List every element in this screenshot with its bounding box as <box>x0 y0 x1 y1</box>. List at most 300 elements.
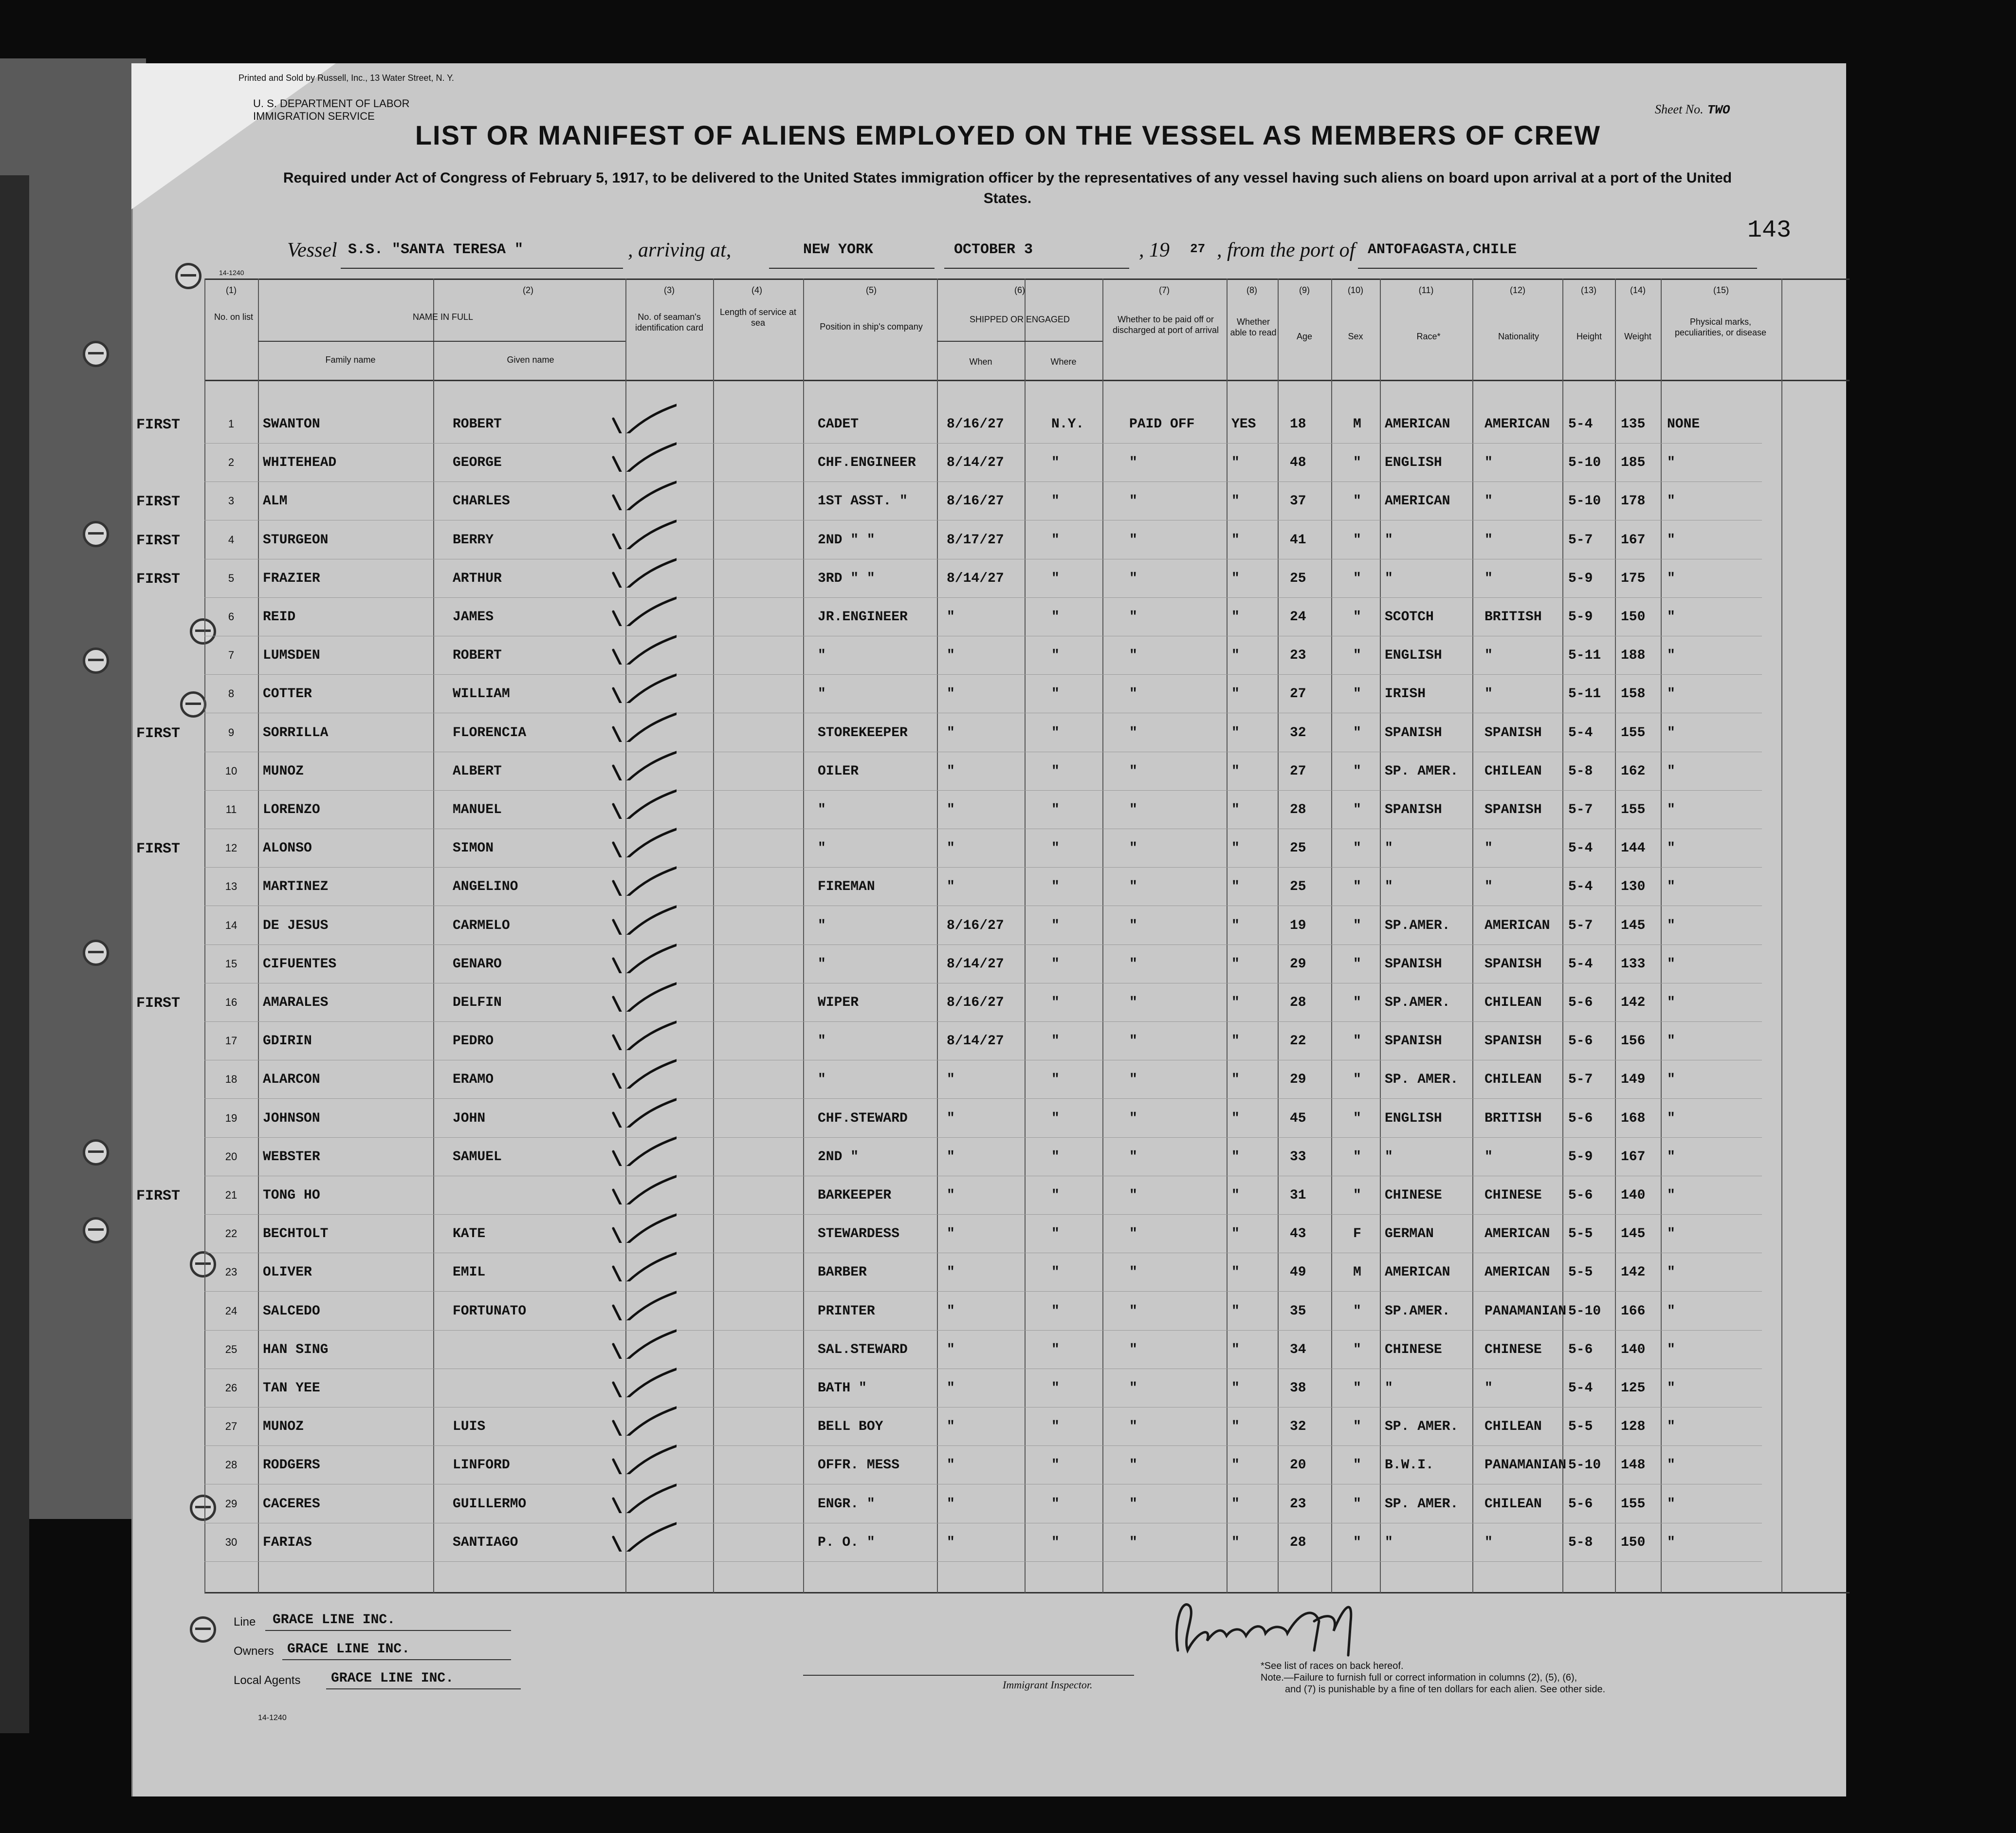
position: BARBER <box>818 1265 867 1280</box>
class-mark: FIRST <box>136 417 181 433</box>
position: CADET <box>818 417 859 432</box>
shipped-when: 8/14/27 <box>947 455 1004 471</box>
check-mark <box>604 823 677 857</box>
family-name: WHITEHEAD <box>263 455 337 471</box>
height: 5-11 <box>1568 686 1601 702</box>
family-name: DE JESUS <box>263 918 329 933</box>
row-number: 17 <box>225 1035 238 1047</box>
given-name: CHARLES <box>453 494 510 509</box>
race: CHINESE <box>1385 1342 1442 1357</box>
shipped-where: " <box>1051 841 1060 856</box>
height: 5-8 <box>1568 763 1593 779</box>
column-rule <box>204 278 205 1593</box>
paid-off: " <box>1129 1149 1137 1165</box>
column-rule <box>1380 278 1381 1593</box>
punch-hole <box>83 341 109 367</box>
physical-marks: " <box>1667 494 1675 509</box>
paid-off: " <box>1129 1419 1137 1435</box>
shipped-when: " <box>947 648 955 664</box>
family-name: ALARCON <box>263 1072 320 1088</box>
shipped-when: " <box>947 1535 955 1550</box>
able-to-read: " <box>1231 1111 1240 1126</box>
able-to-read: " <box>1231 1496 1240 1512</box>
shipped-when: 8/14/27 <box>947 571 1004 586</box>
race: " <box>1385 879 1393 895</box>
height: 5-10 <box>1568 494 1601 509</box>
age: 43 <box>1290 1226 1306 1242</box>
port-underline <box>769 268 935 269</box>
able-to-read: " <box>1231 686 1240 702</box>
family-name: REID <box>263 610 296 625</box>
punch-hole <box>190 1616 216 1643</box>
physical-marks: " <box>1667 1381 1675 1396</box>
line-underline <box>265 1630 511 1631</box>
weight: 167 <box>1621 532 1646 548</box>
check-mark <box>604 939 677 973</box>
race: SP.AMER. <box>1385 1303 1450 1319</box>
check-mark <box>604 1132 677 1166</box>
able-to-read: " <box>1231 841 1240 856</box>
weight: 167 <box>1621 1149 1646 1165</box>
age: 28 <box>1290 802 1306 817</box>
shipped-when: " <box>947 1419 955 1435</box>
race: SPANISH <box>1385 956 1442 972</box>
shipped-when: " <box>947 802 955 817</box>
physical-marks: " <box>1667 956 1675 972</box>
position: OILER <box>818 763 859 779</box>
height: 5-4 <box>1568 879 1593 895</box>
nationality: PANAMANIAN <box>1485 1458 1567 1473</box>
race: SPANISH <box>1385 802 1442 817</box>
header-height: Height <box>1576 332 1602 341</box>
nationality: CHILEAN <box>1485 1496 1542 1512</box>
age: 25 <box>1290 571 1306 586</box>
physical-marks: " <box>1667 841 1675 856</box>
sex: " <box>1353 1342 1361 1357</box>
weight: 155 <box>1621 802 1646 817</box>
shipped-when: " <box>947 763 955 779</box>
given-name: ROBERT <box>453 417 502 432</box>
physical-marks: " <box>1667 1265 1675 1280</box>
failure-note: Note.—Failure to furnish full or correct information in columns (2), (5), (6), <box>1261 1672 1577 1683</box>
header-no-on-list: No. on list <box>214 312 254 322</box>
check-mark <box>604 592 677 626</box>
position: " <box>818 918 826 933</box>
shipped-when: " <box>947 1188 955 1203</box>
inspector-signature <box>1168 1577 1402 1665</box>
paid-off: " <box>1129 918 1137 933</box>
inspector-underline <box>803 1675 1134 1676</box>
race: IRISH <box>1385 686 1426 702</box>
paid-off: " <box>1129 494 1137 509</box>
nationality: BRITISH <box>1485 1111 1542 1126</box>
shipped-when: 8/16/27 <box>947 995 1004 1010</box>
family-name: AMARALES <box>263 995 329 1010</box>
page-subtitle: Required under Act of Congress of February 5, 1917, to be delivered to the United States immigration officer by the representatives of any vessel having such aliens on board upon arrival at a port of the United States. <box>283 170 1732 206</box>
check-mark <box>604 978 677 1012</box>
nationality: AMERICAN <box>1485 1265 1550 1280</box>
height: 5-4 <box>1568 956 1593 972</box>
age: 18 <box>1290 417 1306 432</box>
paid-off: PAID OFF <box>1129 417 1195 432</box>
shipped-where: " <box>1051 1381 1060 1396</box>
family-name: SALCEDO <box>263 1303 320 1319</box>
binder-edge <box>0 175 29 1733</box>
sex: " <box>1353 1149 1361 1165</box>
sex: " <box>1353 802 1361 817</box>
weight: 188 <box>1621 648 1646 664</box>
age: 48 <box>1290 455 1306 471</box>
sex: " <box>1353 1072 1361 1088</box>
shipped-when: " <box>947 1149 955 1165</box>
weight: 156 <box>1621 1034 1646 1049</box>
shipped-when: 8/16/27 <box>947 494 1004 509</box>
given-name: LINFORD <box>453 1458 510 1473</box>
shipped-when: " <box>947 1496 955 1512</box>
given-name: MANUEL <box>453 802 502 817</box>
nationality: " <box>1485 1535 1493 1550</box>
paid-off: " <box>1129 956 1137 972</box>
position: JR.ENGINEER <box>818 610 908 625</box>
nationality: AMERICAN <box>1485 417 1550 432</box>
shipped-where: " <box>1051 1226 1060 1242</box>
class-mark: FIRST <box>136 725 181 742</box>
given-name: ERAMO <box>453 1072 494 1088</box>
column-number: (10) <box>1347 285 1363 295</box>
check-mark <box>604 554 677 588</box>
race: " <box>1385 1381 1393 1396</box>
height: 5-10 <box>1568 1458 1601 1473</box>
check-mark <box>604 1247 677 1281</box>
age: 23 <box>1290 648 1306 664</box>
shipped-where: " <box>1051 1458 1060 1473</box>
header-id-card: No. of seaman's identification card <box>635 312 704 333</box>
nationality: " <box>1485 455 1493 471</box>
weight: 142 <box>1621 995 1646 1010</box>
owners-underline <box>282 1659 511 1660</box>
shipped-when: " <box>947 725 955 741</box>
header-when: When <box>969 357 992 367</box>
physical-marks: " <box>1667 1496 1675 1512</box>
nationality: CHILEAN <box>1485 763 1542 779</box>
column-rule <box>1472 278 1473 1593</box>
shipped-when: " <box>947 1072 955 1088</box>
shipped-where: " <box>1051 1265 1060 1280</box>
row-number: 25 <box>225 1343 238 1355</box>
nationality: " <box>1485 1149 1493 1165</box>
shipped-where: " <box>1051 686 1060 702</box>
nationality: PANAMANIAN <box>1485 1303 1567 1319</box>
row-number: 19 <box>225 1111 238 1124</box>
paid-off: " <box>1129 1342 1137 1357</box>
family-name: FARIAS <box>263 1535 312 1550</box>
nationality: CHILEAN <box>1485 1419 1542 1435</box>
height: 5-5 <box>1568 1419 1593 1435</box>
department-line: U. S. DEPARTMENT OF LABOR <box>253 97 410 110</box>
able-to-read: " <box>1231 763 1240 779</box>
weight: 128 <box>1621 1419 1646 1435</box>
row-number: 8 <box>228 687 235 700</box>
row-number: 4 <box>228 533 235 546</box>
row-rule <box>204 790 1762 791</box>
shipped-where: " <box>1051 725 1060 741</box>
given-name: LUIS <box>453 1419 486 1435</box>
shipped-when: 8/14/27 <box>947 1034 1004 1049</box>
row-number: 13 <box>225 880 238 893</box>
column-rule <box>1615 278 1616 1593</box>
column-number: (1) <box>226 285 237 295</box>
shipped-where: N.Y. <box>1051 417 1084 432</box>
position: ENGR. " <box>818 1496 875 1512</box>
column-number: (6) <box>1014 285 1025 295</box>
race: SP. AMER. <box>1385 1072 1459 1088</box>
table-bottom-rule <box>204 1592 1850 1593</box>
able-to-read: YES <box>1231 417 1256 432</box>
sex: " <box>1353 494 1361 509</box>
physical-marks: " <box>1667 1226 1675 1242</box>
sex: " <box>1353 879 1361 895</box>
age: 34 <box>1290 1342 1306 1357</box>
date-underline <box>944 268 1129 269</box>
sex: M <box>1353 417 1361 432</box>
age: 49 <box>1290 1265 1306 1280</box>
shipped-where: " <box>1051 455 1060 471</box>
line-label: Line <box>234 1615 256 1629</box>
position: 2ND " <box>818 1149 859 1165</box>
shipped-when: " <box>947 1458 955 1473</box>
nationality: " <box>1485 841 1493 856</box>
position: BELL BOY <box>818 1419 883 1435</box>
height: 5-7 <box>1568 918 1593 933</box>
subheader-rule <box>258 341 625 342</box>
family-name: WEBSTER <box>263 1149 320 1165</box>
sex: " <box>1353 686 1361 702</box>
agents-underline <box>326 1688 521 1689</box>
column-rule <box>1025 278 1026 1593</box>
weight: 178 <box>1621 494 1646 509</box>
nationality: " <box>1485 1381 1493 1396</box>
header-sex: Sex <box>1348 332 1363 341</box>
height: 5-4 <box>1568 417 1593 432</box>
able-to-read: " <box>1231 455 1240 471</box>
row-number: 29 <box>225 1497 238 1510</box>
physical-marks: " <box>1667 995 1675 1010</box>
row-rule <box>204 443 1762 444</box>
row-rule <box>204 1214 1762 1215</box>
subheader-rule <box>937 341 1102 342</box>
column-rule <box>713 278 714 1593</box>
check-mark <box>604 901 677 935</box>
year-label: , 19 <box>1139 239 1170 261</box>
weight: 150 <box>1621 610 1646 625</box>
shipped-where: " <box>1051 1342 1060 1357</box>
column-rule <box>803 278 804 1593</box>
physical-marks: " <box>1667 571 1675 586</box>
position: 1ST ASST. " <box>818 494 908 509</box>
race: ENGLISH <box>1385 455 1442 471</box>
row-number: 1 <box>228 418 235 430</box>
header-given-name: Given name <box>507 355 554 365</box>
weight: 140 <box>1621 1342 1646 1357</box>
position: STEWARDESS <box>818 1226 900 1242</box>
check-mark <box>604 1479 677 1513</box>
given-name: ANGELINO <box>453 879 518 895</box>
physical-marks: " <box>1667 1111 1675 1126</box>
race: " <box>1385 532 1393 548</box>
paid-off: " <box>1129 1535 1137 1550</box>
age: 33 <box>1290 1149 1306 1165</box>
physical-marks: " <box>1667 802 1675 817</box>
family-name: MUNOZ <box>263 1419 304 1435</box>
shipped-where: " <box>1051 763 1060 779</box>
position: PRINTER <box>818 1303 875 1319</box>
nationality: " <box>1485 571 1493 586</box>
paid-off: " <box>1129 1458 1137 1473</box>
position: FIREMAN <box>818 879 875 895</box>
paid-off: " <box>1129 455 1137 471</box>
owners-value: GRACE LINE INC. <box>287 1642 410 1657</box>
race: SCOTCH <box>1385 610 1434 625</box>
arrival-year: 27 <box>1190 241 1206 256</box>
vessel-name: S.S. "SANTA TERESA " <box>348 241 524 258</box>
sex: " <box>1353 1458 1361 1473</box>
height: 5-7 <box>1568 532 1593 548</box>
sex: " <box>1353 841 1361 856</box>
position: " <box>818 1034 826 1049</box>
physical-marks: " <box>1667 1303 1675 1319</box>
shipped-when: " <box>947 1303 955 1319</box>
paid-off: " <box>1129 802 1137 817</box>
position: " <box>818 648 826 664</box>
able-to-read: " <box>1231 995 1240 1010</box>
able-to-read: " <box>1231 1381 1240 1396</box>
race: ENGLISH <box>1385 648 1442 664</box>
row-number: 5 <box>228 572 235 584</box>
sex: " <box>1353 956 1361 972</box>
punch-hole <box>83 1217 109 1243</box>
weight: 168 <box>1621 1111 1646 1126</box>
page-title: LIST OR MANIFEST OF ALIENS EMPLOYED ON THE VESSEL AS MEMBERS OF CREW <box>415 120 1601 150</box>
shipped-where: " <box>1051 879 1060 895</box>
departure-port: ANTOFAGASTA,CHILE <box>1368 241 1517 258</box>
check-mark <box>604 1170 677 1204</box>
column-number: (13) <box>1580 285 1596 295</box>
paid-off: " <box>1129 686 1137 702</box>
shipped-when: " <box>947 686 955 702</box>
given-name: FORTUNATO <box>453 1303 527 1319</box>
shipped-where: " <box>1051 1419 1060 1435</box>
nationality: AMERICAN <box>1485 918 1550 933</box>
row-number: 28 <box>225 1459 238 1471</box>
row-number: 20 <box>225 1150 238 1163</box>
family-name: GDIRIN <box>263 1034 312 1049</box>
header-bottom-rule <box>204 380 1850 381</box>
form-number-top: 14-1240 <box>219 269 244 277</box>
position: 3RD " " <box>818 571 875 586</box>
height: 5-6 <box>1568 1496 1593 1512</box>
sex: M <box>1353 1265 1361 1280</box>
row-number: 2 <box>228 456 235 469</box>
shipped-where: " <box>1051 995 1060 1010</box>
physical-marks: " <box>1667 763 1675 779</box>
shipped-where: " <box>1051 802 1060 817</box>
weight: 133 <box>1621 956 1646 972</box>
height: 5-8 <box>1568 1535 1593 1550</box>
age: 45 <box>1290 1111 1306 1126</box>
punch-hole <box>83 648 109 674</box>
sex: " <box>1353 1535 1361 1550</box>
shipped-when: " <box>947 841 955 856</box>
shipped-when: " <box>947 1226 955 1242</box>
height: 5-9 <box>1568 1149 1593 1165</box>
class-mark: FIRST <box>136 494 181 511</box>
check-mark <box>604 1016 677 1050</box>
age: 29 <box>1290 1072 1306 1088</box>
check-mark <box>604 399 677 433</box>
family-name: CIFUENTES <box>263 956 337 972</box>
column-rule <box>433 278 434 1593</box>
header-weight: Weight <box>1624 332 1651 341</box>
shipped-where: " <box>1051 1303 1060 1319</box>
position: CHF.ENGINEER <box>818 455 916 471</box>
race: AMERICAN <box>1385 1265 1450 1280</box>
check-mark <box>604 669 677 703</box>
punch-hole <box>175 263 202 289</box>
paid-off: " <box>1129 1072 1137 1088</box>
physical-marks: " <box>1667 1034 1675 1049</box>
weight: 144 <box>1621 841 1646 856</box>
check-mark <box>604 1440 677 1474</box>
able-to-read: " <box>1231 879 1240 895</box>
physical-marks: " <box>1667 1535 1675 1550</box>
age: 19 <box>1290 918 1306 933</box>
paid-off: " <box>1129 1303 1137 1319</box>
shipped-when: " <box>947 1381 955 1396</box>
column-number: (14) <box>1630 285 1646 295</box>
able-to-read: " <box>1231 725 1240 741</box>
age: 23 <box>1290 1496 1306 1512</box>
given-name: ALBERT <box>453 763 502 779</box>
family-name: ALONSO <box>263 841 312 856</box>
row-rule <box>204 1561 1762 1562</box>
row-rule <box>204 597 1762 598</box>
paid-off: " <box>1129 610 1137 625</box>
check-mark <box>604 630 677 665</box>
height: 5-6 <box>1568 995 1593 1010</box>
nationality: " <box>1485 648 1493 664</box>
inspector-label: Immigrant Inspector. <box>1003 1679 1093 1691</box>
position: 2ND " " <box>818 532 875 548</box>
header-name-in-full: NAME IN FULL <box>412 312 474 322</box>
age: 27 <box>1290 686 1306 702</box>
shipped-where: " <box>1051 918 1060 933</box>
able-to-read: " <box>1231 610 1240 625</box>
able-to-read: " <box>1231 648 1240 664</box>
nationality: BRITISH <box>1485 610 1542 625</box>
class-mark: FIRST <box>136 995 181 1012</box>
weight: 125 <box>1621 1381 1646 1396</box>
physical-marks: " <box>1667 532 1675 548</box>
family-name: COTTER <box>263 686 312 702</box>
shipped-where: " <box>1051 494 1060 509</box>
able-to-read: " <box>1231 532 1240 548</box>
race: SP. AMER. <box>1385 763 1459 779</box>
height: 5-9 <box>1568 571 1593 586</box>
weight: 130 <box>1621 879 1646 895</box>
row-number: 26 <box>225 1382 238 1394</box>
arrival-date: OCTOBER 3 <box>954 241 1033 258</box>
physical-marks: " <box>1667 1072 1675 1088</box>
